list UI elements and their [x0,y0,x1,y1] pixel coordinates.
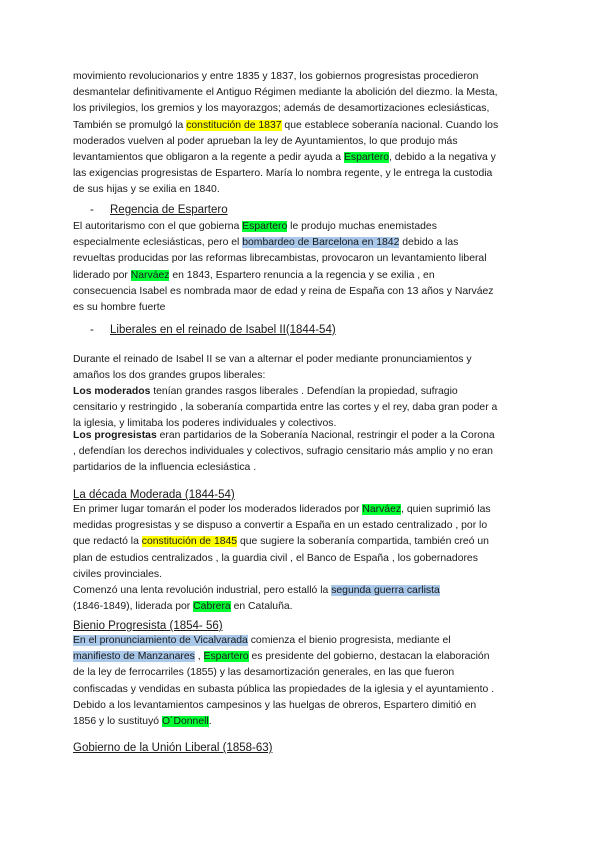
text-line: consecuencia Isabel es nombrada maor de edad y reina de España con 13 años y Narváez [73,285,494,297]
highlight-pronunciamiento-vicalvarada: En el pronunciamiento de Vicalvarada [73,635,248,646]
paragraph-progresistas-def [73,428,533,477]
text-run: que establece soberanía nacional. Cuando los [281,119,499,131]
text-line: amaños los dos grandes grupos liberales: [73,370,266,382]
paragraph-decada-moderada [73,502,533,615]
heading-bienio-progresista: Bienio Progresista (1854- 56) [73,620,223,632]
paragraph-isabel-ii-intro [73,352,533,384]
text-line: Debido a los levantamientos campesinos y las huelgas de obreros, Espartero dimitió en [73,699,477,711]
text-line [73,428,533,444]
text-run: tenían grandes rasgos liberales . Defendían la propiedad, sufragio [150,386,458,397]
text-line [73,583,533,599]
text-run: en 1843, Espartero renuncia a la regencia y se exilia , en [169,269,435,281]
highlight-narvaez: Narváez [130,269,170,281]
heading-union-liberal: Gobierno de la Unión Liberal (1858-63) [73,742,273,754]
text-line: civiles provinciales. [73,568,162,580]
highlight-bombardeo-barcelona: bombardeo de Barcelona en 1842 [242,237,400,249]
text-line: plan de estudios centralizados , la guardia civil , el Banco de España , los gobernadores [73,552,478,564]
text-run: Comenzó una lenta revolución industrial, pero estalló la [73,584,332,596]
text-line [73,599,533,615]
text-run: (1846-1849), liderada por [73,601,194,613]
text-line [73,235,533,251]
text-run: le produjo muchas enemistades [287,221,437,232]
list-dash: - [90,324,94,336]
text-run: comienza el bienio progresista, mediante el [247,635,451,646]
text-line: revueltas producidas por las reformas librecambistas, provocaron un levantamiento liberal [73,253,487,265]
paragraph-progresistas [73,69,533,199]
heading-regencia-espartero [90,202,228,218]
text-run: 1856 y lo sustituyó [73,715,162,727]
text-run: También se promulgó la [73,119,187,131]
paragraph-regencia [73,219,533,316]
text-line: las exigencias progresistas de Espartero. María lo nombra regente, y le entrega la custodia [73,168,493,180]
text-line: de sus hijas y se exilia en 1840. [73,184,220,196]
text-line: , defendían los derechos individuales y colectivos, sufragio censitario más amplio y no eran [73,446,493,458]
text-line [73,714,533,730]
text-line: desmantelar definitivamente el Antiguo Régimen mediante la abolición del diezmo. la Mesta, [73,87,498,99]
heading-text: Liberales en el reinado de Isabel II(1844-54) [110,324,336,336]
text-line: los privilegios, los gremios y los mayorazgos; además de desamortizaciones eclesiásticas, [73,103,490,115]
text-line: confiscadas y vendidas en subasta pública las propiedades de la iglesia y el ayuntamiento . [73,683,495,695]
text-line: de la ley de ferrocarriles (1855) y las desamortización generales, en las que fueron [73,667,455,679]
highlight-constitucion-1845: constitución de 1845 [141,536,238,548]
text-line: la iglesia, y limitaba los poderes individuales y colectivos. [73,418,337,430]
text-line: partidarios de la influencia eclesiástica . [73,462,257,474]
text-run: que redactó la [73,536,142,548]
text-line: Durante el reinado de Isabel II se van a alternar el poder mediante pronunciamientos y [73,354,472,365]
text-line [73,633,533,649]
text-run: levantamientos que obligaron a la regente a pedir ayuda a [73,151,344,163]
heading-text: Regencia de Espartero [110,204,228,216]
text-line [73,649,533,665]
highlight-constitucion-1837: constitución de 1837 [186,119,282,131]
text-run: que sugiere la soberanía compartida, también creó un [237,536,489,548]
highlight-espartero: Espartero [203,651,249,663]
text-line [73,150,533,166]
highlight-odonnell: O´Donnell [161,715,209,727]
text-line [73,384,533,400]
text-line: moderados vuelven al poder aprueban la ley de Ayuntamientos, lo que produjo más [73,135,458,147]
highlight-segunda-guerra-carlista: segunda guerra carlista [331,584,440,596]
text-run: El autoritarismo con el que gobierna [73,221,243,232]
text-line [73,502,533,518]
highlight-espartero: Espartero [242,221,288,232]
text-line [73,219,533,235]
text-line: medidas progresistas y se dispuso a convertir a España en un estado centralizado , por lo [73,520,488,532]
heading-liberales-isabel-ii [90,322,336,338]
term-progresistas: Los progresistas [73,430,157,441]
highlight-manifiesto-manzanares: manifiesto de Manzanares [73,651,195,663]
text-run: en Cataluña. [230,601,293,613]
highlight-cabrera: Cabrera [193,601,231,613]
text-line [73,268,533,284]
term-moderados: Los moderados [73,386,151,397]
highlight-espartero: Espartero [343,151,389,163]
paragraph-moderados [73,384,533,433]
list-dash: - [90,204,94,216]
text-line: movimiento revolucionarios y entre 1835 y 1837, los gobiernos progresistas procedieron [73,71,479,82]
text-run: , debido a la negativa y [389,151,496,163]
text-line: censitario y restringido , la soberanía compartida entre las cortes y el rey, daba gran poder a [73,402,498,414]
heading-decada-moderada: La década Moderada (1844-54) [73,489,235,501]
text-run: eran partidarios de la Soberanía Nacional, restringir el poder a la Corona [156,430,495,441]
text-run: especialmente eclesiásticas, pero el [73,237,243,249]
text-run: . [208,715,212,727]
text-run: liderado por [73,269,131,281]
text-run: es presidente del gobierno, destacan la elaboración [248,651,490,663]
text-line [73,534,533,550]
text-run: En primer lugar tomarán el poder los moderados liderados por [73,504,363,515]
highlight-narvaez: Narváez [362,504,402,515]
paragraph-bienio [73,633,533,730]
text-line [73,118,533,134]
text-run: , quien suprimió las [401,504,491,515]
text-run: , [194,651,204,663]
text-line: es su hombre fuerte [73,301,166,313]
text-run: debido a las [399,237,459,249]
